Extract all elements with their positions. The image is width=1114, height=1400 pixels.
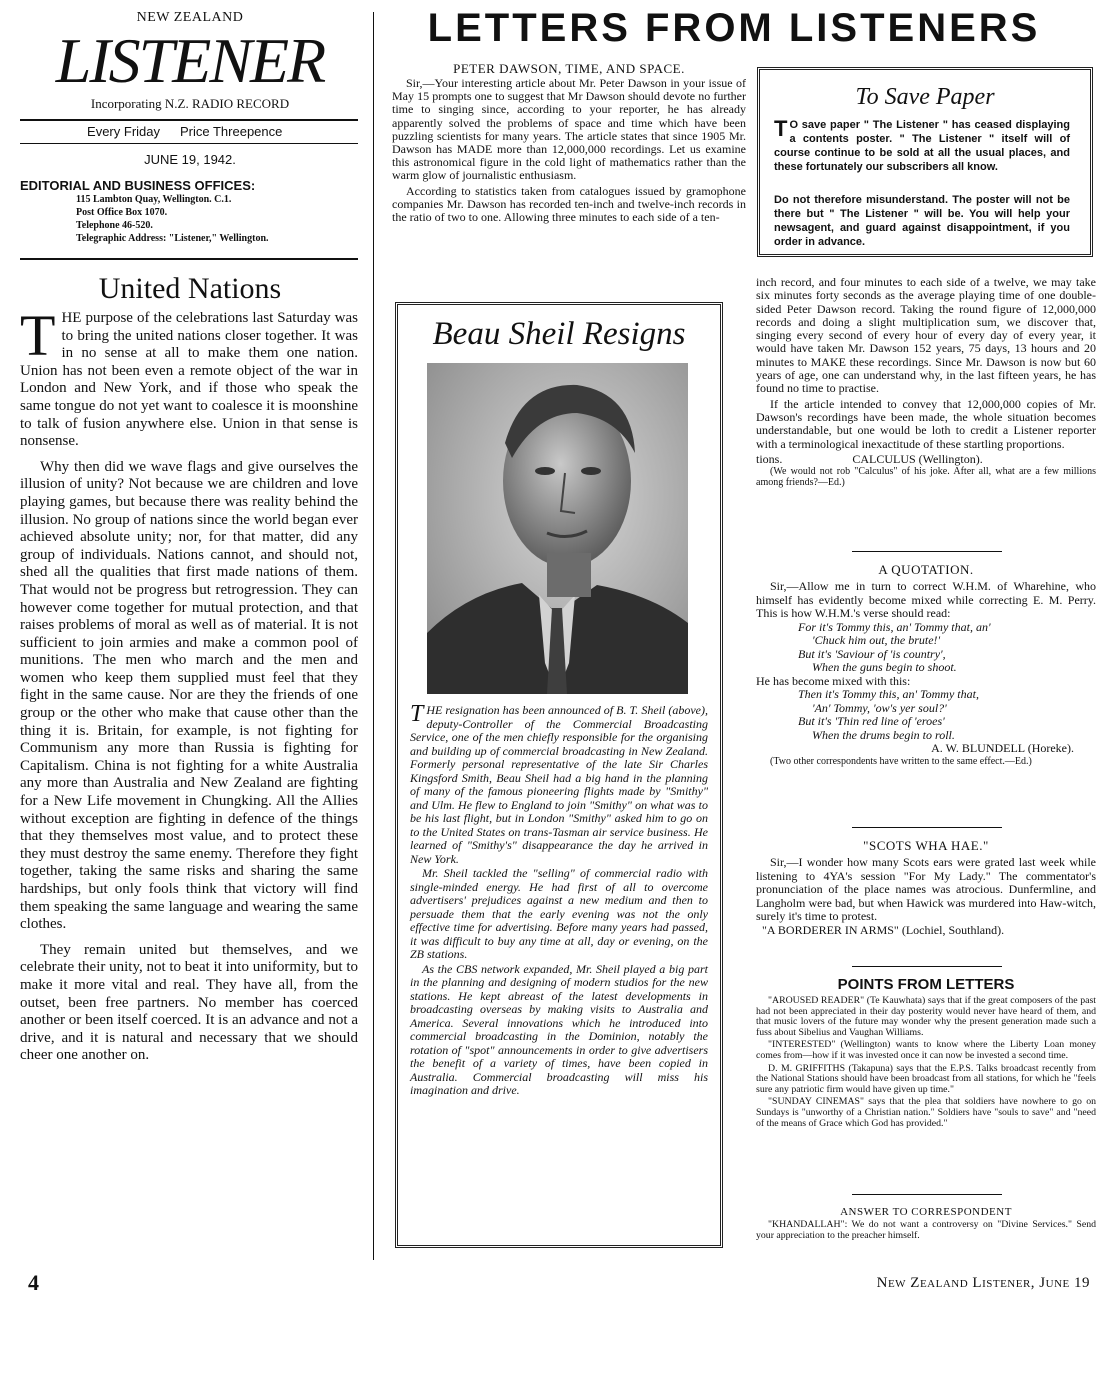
- list-item: "SUNDAY CINEMAS" says that the plea that soldiers have nowhere to go on Sundays is "unworthy of a Christian nation." Soldiers have "souls to save" and "need of the means of Grace which God has provided.": [756, 1096, 1096, 1129]
- verse-line: When the guns begin to shoot.: [812, 660, 957, 674]
- office-address: [76, 193, 366, 245]
- letter-heading: ANSWER TO CORRESPONDENT: [840, 1206, 1012, 1218]
- feature-title: Beau Sheil Resigns: [432, 316, 686, 352]
- page-number: 4: [28, 1270, 39, 1295]
- editorial-paragraph: THE purpose of the celebrations last Saturday was to bring the united nations closer together. It was in no sense at all to make them one nation. Union has not been even a remote object of the war in London and New York, and if those who speak the same tongue do not yet want to coalesce it is moonshine to talk of fusion anywhere else. Union in that sense is nonsense.: [20, 303, 358, 450]
- verse-line: 'Chuck him out, the brute!': [812, 633, 941, 647]
- editor-note: (We would not rob "Calculus" of his joke. After all, what are a few millions among friends?—Ed.): [756, 466, 1096, 489]
- notice-title: To Save Paper: [855, 84, 995, 110]
- masthead-rule-top: [20, 119, 358, 121]
- letter-paragraph: If the article intended to convey that 12,000,000 copies of Mr. Dawson's recordings have been made, the whole situation becomes understandable, but one would be loth to credit a Listener reporter with a terminological inexactitude of these startling proportions.: [756, 396, 1096, 451]
- letter-signature: CALCULUS (Wellington).: [852, 451, 983, 466]
- letter-continuation: [756, 276, 1096, 490]
- verse-line: But it's 'Thin red line of 'eroes': [798, 714, 945, 728]
- running-footer: New Zealand Listener, June 19: [876, 1275, 1090, 1291]
- divider: [852, 551, 1002, 552]
- divider: [852, 966, 1002, 967]
- portrait-photo: [427, 363, 688, 694]
- divider: [852, 827, 1002, 828]
- editorial-paragraph: Why then did we wave flags and give ourselves the illusion of unity? Not because we are children and love playing games, but because there was reality behind the illusion. No group of nations since the world began ever achieved absolute unity; nor, for that matter, did any group of individuals. Nations cannot, and should not, shed all the qualities that first made nations of them. That would not be progress but retrogression. They can however come together for mutual protection, and that raises problems of moral as well as of material. It is not sufficient to join armies and make a common pool of munitions. The men who march and the men and women who keep them supplied must feel that they fight in the same cause. Nor are they the friends of one group or the other who make that cause other than the thing it is. Britain, for example, is not fighting for Communism any more than Russia is fighting for Capitalism. China is not fighting for a white Australia any more than Australia and New Zealand are fighting for a New Life movement in Chungking. All the Allies without exception are fighting in defence of the things that they themselves most value, and to protect these they must destroy the same enemy. Therefore they fight together, taking the same risks and sharing the same hardships, but only fools think that victory will find them speaking the same language and wearing the same clothes.: [20, 458, 358, 933]
- section-subheading: POINTS FROM LETTERS: [837, 976, 1015, 993]
- notice-paragraph: Do not therefore misunderstand. The poster will not be there but " The Listener " will be. You will help your newsagent, and guard against disappointment, if you order in advance.: [774, 194, 1070, 248]
- address-line: Telegraphic Address: "Listener," Wellington.: [76, 233, 269, 244]
- verse-line: Then it's Tommy this, an' Tommy that,: [798, 687, 979, 701]
- issue-date: JUNE 19, 1942.: [144, 152, 236, 167]
- letter-signature-row: tions. CALCULUS (Wellington).: [756, 451, 983, 466]
- feature-dropcap: T: [410, 701, 424, 727]
- feature-paragraph: As the CBS network expanded, Mr. Sheil played a big part in the planning and designing of modern studios for the new stations. He kept abreast of the latest developments in broadcasting overseas by making visits to Australia and America. Several innovations which he introduced into commercial broadcasting in the Dominion, notably the rotation of "spot" announcements in order to give advertisers the benefit of a variety of times, have been copied in Australia. Commercial broadcasting will miss his imagination and drive.: [410, 961, 708, 1097]
- verse-line: For it's Tommy this, an' Tommy that, an': [798, 619, 991, 634]
- editorial-title: United Nations: [98, 272, 282, 305]
- offices-heading: EDITORIAL AND BUSINESS OFFICES:: [20, 178, 256, 193]
- masthead-title: LISTENER: [55, 25, 325, 96]
- letter-body: [756, 1220, 1096, 1241]
- points-list: [756, 996, 1096, 1131]
- editor-note: (Two other correspondents have written to the same effect.—Ed.): [770, 755, 1032, 767]
- letter-paragraph: Sir,—Your interesting article about Mr. Peter Dawson in your issue of May 15 prompts one to suggest that Mr Dawson should devote no further time to singing since, according to your reporter, he has already apparently solved the problems of space and time which have been puzzling scientists for many years. The article states that since 1905 Mr. Dawson has MADE more than 12,000,000 recordings. Let us examine this astronomical figure in the cold light of mathematics rather than the warm glow of journalistic enthusiasm.: [392, 76, 746, 183]
- letter-body: [392, 77, 746, 226]
- address-line: 115 Lambton Quay, Wellington. C.1.: [76, 194, 232, 205]
- column-divider: [373, 12, 374, 1260]
- verse-line: But it's 'Saviour of 'is country',: [798, 646, 946, 661]
- section-header: LETTERS FROM LISTENERS: [427, 6, 1041, 50]
- masthead-rule-mid: [20, 143, 358, 144]
- letter-heading: PETER DAWSON, TIME, AND SPACE.: [453, 61, 685, 76]
- address-line: Post Office Box 1070.: [76, 207, 168, 218]
- feature-paragraph: Mr. Sheil tackled the "selling" of commercial radio with single-minded energy. He had first of all to overcome advertisers' prejudices against a new medium and then to persuade them that the early evening was not the only effective time for advertising. Before many years had passed, it was difficult to buy any time at all, day or evening, on the ZB stations.: [410, 866, 708, 961]
- verse-line: 'An' Tommy, 'ow's yer soul?': [812, 700, 947, 715]
- masthead-subtitle: Incorporating N.Z. RADIO RECORD: [90, 96, 290, 111]
- letter-heading: A QUOTATION.: [878, 562, 974, 577]
- editorial-dropcap: T: [20, 303, 56, 368]
- letter-paragraph: inch record, and four minutes to each side of a twelve, we may take six minutes forty seconds as the average playing time of one double-sided Peter Dawson record. Taking the round figure of 12,000,000 records and doing a slight multiplication sum, we discover that, singing every second of every hour of every day of every year, it would have taken Mr. Dawson 152 years, 75 days, 13 hours and 20 minutes to MAKE these recordings. Since Mr. Dawson is now but 60 years of age, one can understand why, in the last fifteen years, he has found no time to practise.: [756, 275, 1096, 396]
- list-item: D. M. GRIFFITHS (Takapuna) says that the E.P.S. Talks broadcast recently from the National Stations should have been broadcast from all stations, for which he "feels sure any patriotic firm would have given up time.": [756, 1062, 1096, 1095]
- verse-line: When the drums begin to roll.: [812, 727, 955, 742]
- letter-paragraph: According to statistics taken from catalogues issued by gramophone companies Mr. Dawson has recorded ten-inch and twelve-inch records in the ratio of two to one. Allowing three minutes to each side of a ten-: [392, 183, 746, 225]
- letter-paragraph: Sir,—I wonder how many Scots ears were grated last week while listening to 4YA's session "For My Lady." The commentator's pronunciation of the place names was atrocious. Dunfermline, and Langholm were bad, but when Hawick was murdered into Haw-witch, surely it's time to protest.: [756, 855, 1096, 923]
- divider: [852, 1194, 1002, 1195]
- letter-heading: "SCOTS WHA HAE.": [863, 838, 989, 853]
- masthead-overline: NEW ZEALAND: [136, 10, 244, 25]
- letter-paragraph: "KHANDALLAH": We do not want a controversy on "Divine Services." Send your appreciation to the preacher himself.: [756, 1219, 1096, 1241]
- publication-price: Price Threepence: [180, 124, 283, 139]
- notice-dropcap: T: [774, 116, 788, 141]
- letter-paragraph: Sir,—Allow me in turn to correct W.H.M. of Wharehine, who himself has evidently become mixed while correcting E. M. Perry. This is how W.H.M.'s verse should read:: [756, 579, 1096, 620]
- letter-signature: A. W. BLUNDELL (Horeke).: [931, 741, 1074, 755]
- masthead-frequency-row: [20, 124, 360, 139]
- masthead-rule-bottom: [20, 258, 358, 260]
- letter-signature: "A BORDERER IN ARMS" (Lochiel, Southland).: [762, 922, 1005, 937]
- letter-body: [756, 856, 1096, 937]
- letter-paragraph: He has become mixed with this:: [756, 673, 911, 688]
- letter-body: [756, 580, 1096, 767]
- notice-paragraph: T O save paper " The Listener " has ceased displaying a contents poster. " The Listener " itself will of course continue to be sold at all the usual places, and these fortunately our subscribers all know.: [774, 116, 1070, 173]
- publication-frequency: Every Friday: [87, 124, 160, 139]
- editorial-body: [20, 303, 358, 1073]
- list-item: "INTERESTED" (Wellington) wants to know where the Liberty Loan money comes from—how if it was invested once it can now be invested a second time.: [756, 1039, 1096, 1061]
- feature-body: [410, 701, 708, 1099]
- address-line: Telephone 46-520.: [76, 220, 153, 231]
- editorial-paragraph: They remain united but themselves, and we celebrate their unity, not to beat it into uniformity, but to make it more vital and real. They have all, from the outset, been free partners. No member has coerced another or been itself coerced. It is an advance and not a drive, and it is natural and necessary that we should cheer one another on.: [20, 941, 358, 1064]
- feature-paragraph: THE resignation has been announced of B. T. Sheil (above), deputy-Controller of the Commercial Broadcasting Service, one of the men chiefly responsible for the organising and building up of commercial broadcasting in New Zealand. Formerly personal representative of the late Sir Charles Kingsford Smith, Beau Sheil had a big hand in the planning of many of the famous pioneering flights made by "Smithy" and Ulm. He flew to England to join "Smithy" on what was to be his last flight, but in London "Smithy" asked him to go on to the United States on trans-Tasman air service business. He learned of "Smithy's" disappearance the day he arrived in New York.: [410, 701, 708, 866]
- list-item: "AROUSED READER" (Te Kauwhata) says that if the great composers of the past had not been appreciated in their day posterity would never have heard of them, and that music lovers of the future may wonder why the present generation made such a fuss about Sibelius and Vaughan Williams.: [756, 995, 1096, 1038]
